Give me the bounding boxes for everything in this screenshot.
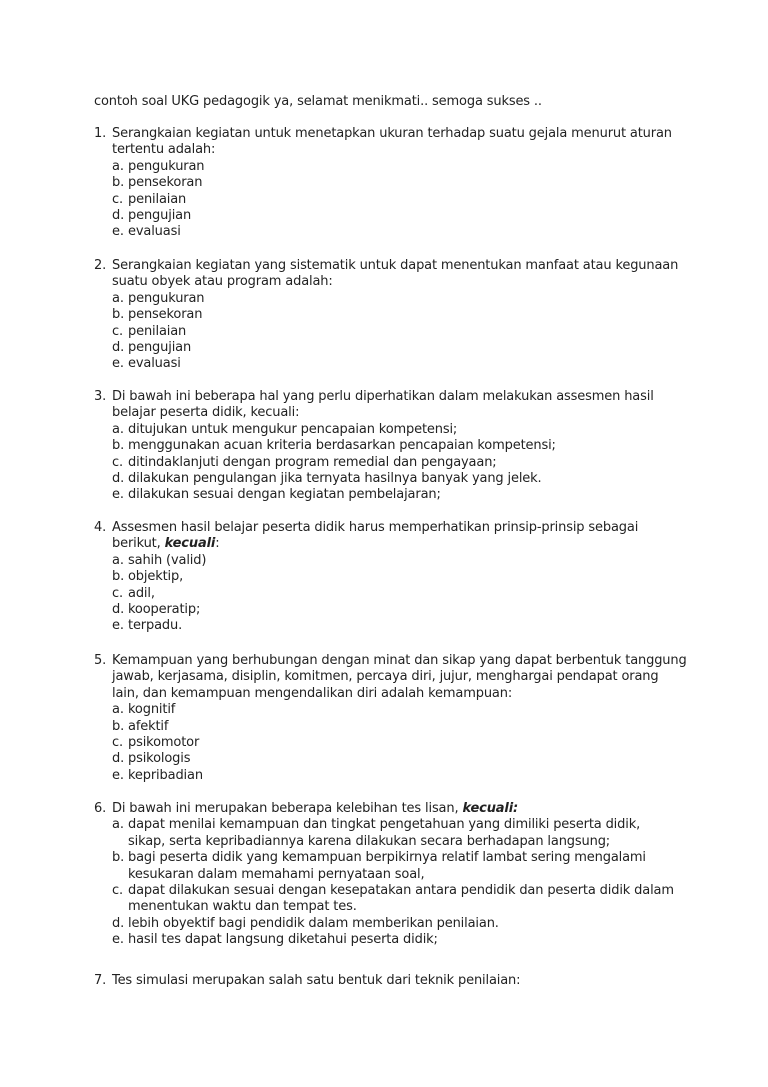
- question-1: [94, 126, 694, 241]
- option-a: a. dapat menilai kemampuan dan tingkat pengetahuan yang dimiliki peserta didik, sikap, serta kepribadiannya karena dilakukan secara berhadapan langsung;: [112, 817, 641, 849]
- option-d: d. dilakukan pengulangan jika ternyata hasilnya banyak yang jelek.: [112, 471, 542, 487]
- question-3: [94, 389, 694, 504]
- question-number: 5.: [94, 653, 107, 668]
- options-list: [94, 817, 694, 948]
- question-text: Kemampuan yang berhubungan dengan minat dan sikap yang dapat berbentuk tanggung: [112, 653, 687, 668]
- option-e: e. kepribadian: [112, 767, 203, 783]
- option-b: b. bagi peserta didik yang kemampuan berpikirnya relatif lambat sering mengalami kesukaran dalam memahami pernyataan soal,: [112, 850, 646, 882]
- options-list: [94, 291, 694, 373]
- intro-text: contoh soal UKG pedagogik ya, selamat menikmati.. semoga sukses ..: [94, 94, 542, 109]
- options-list: [94, 553, 694, 635]
- option-a: a. pengukuran: [112, 158, 205, 174]
- option-c: c. ditindaklanjuti dengan program remedial dan pengayaan;: [112, 454, 497, 470]
- option-c: c. psikomotor: [112, 735, 200, 751]
- emphasis-kecuali: kecuali: [164, 536, 216, 552]
- option-e: e. dilakukan sesuai dengan kegiatan pembelajaran;: [112, 487, 441, 503]
- question-6: [94, 801, 694, 949]
- option-c: c. penilaian: [112, 191, 187, 207]
- option-e: e. hasil tes dapat langsung diketahui peserta didik;: [112, 932, 438, 948]
- option-d: d. kooperatip;: [112, 602, 201, 618]
- option-e: e. evaluasi: [112, 356, 181, 372]
- question-4: [94, 520, 694, 635]
- question-number: 2.: [94, 258, 107, 273]
- option-c: c. penilaian: [112, 323, 187, 339]
- option-b: b. objektip,: [112, 569, 184, 585]
- option-d: d. pengujian: [112, 208, 192, 224]
- question-text-cont: berikut, kecuali:: [112, 536, 220, 552]
- option-d: d. pengujian: [112, 340, 192, 356]
- question-text-cont: belajar peserta didik, kecuali:: [112, 405, 300, 421]
- question-text-cont: jawab, kerjasama, disiplin, komitmen, percaya diri, jujur, menghargai pendapat orang: [112, 669, 659, 685]
- question-text: Di bawah ini merupakan beberapa kelebihan tes lisan,: [112, 801, 463, 816]
- option-a: a. pengukuran: [112, 290, 205, 306]
- option-b: b. pensekoran: [112, 175, 203, 191]
- question-number: 1.: [94, 126, 107, 141]
- options-list: [94, 422, 694, 504]
- option-d: d. psikologis: [112, 751, 191, 767]
- question-5: [94, 653, 694, 784]
- emphasis-kecuali: kecuali:: [462, 801, 519, 816]
- question-number: 6.: [94, 801, 107, 816]
- question-text: Serangkaian kegiatan untuk menetapkan ukuran terhadap suatu gejala menurut aturan: [112, 126, 672, 141]
- option-b: b. afektif: [112, 718, 169, 734]
- question-text: Di bawah ini beberapa hal yang perlu diperhatikan dalam melakukan assesmen hasil: [112, 389, 654, 404]
- options-list: [94, 159, 694, 241]
- option-e: e. evaluasi: [112, 224, 181, 240]
- question-text-cont: suatu obyek atau program adalah:: [112, 274, 333, 290]
- option-d: d. lebih obyektif bagi pendidik dalam memberikan penilaian.: [112, 915, 499, 931]
- question-7: [94, 973, 694, 989]
- question-text: Serangkaian kegiatan yang sistematik untuk dapat menentukan manfaat atau kegunaan: [112, 258, 679, 273]
- option-b: b. pensekoran: [112, 307, 203, 323]
- option-a: a. kognitif: [112, 702, 176, 718]
- option-c: c. dapat dilakukan sesuai dengan kesepatakan antara pendidik dan peserta didik dalam menentukan waktu dan tempat tes.: [112, 883, 674, 915]
- option-b: b. menggunakan acuan kriteria berdasarkan pencapaian kompetensi;: [112, 438, 556, 454]
- question-text-cont: tertentu adalah:: [112, 142, 216, 158]
- option-c: c. adil,: [112, 585, 155, 601]
- options-list: [94, 702, 694, 784]
- option-e: e. terpadu.: [112, 618, 183, 634]
- question-number: 4.: [94, 520, 107, 535]
- option-a: a. sahih (valid): [112, 552, 207, 568]
- question-text: Assesmen hasil belajar peserta didik harus memperhatikan prinsip-prinsip sebagai: [112, 520, 639, 535]
- option-a: a. ditujukan untuk mengukur pencapaian kompetensi;: [112, 421, 458, 437]
- question-2: [94, 258, 694, 373]
- question-text: Tes simulasi merupakan salah satu bentuk dari teknik penilaian:: [112, 973, 521, 988]
- question-number: 3.: [94, 389, 107, 404]
- question-number: 7.: [94, 973, 107, 988]
- question-text-cont: lain, dan kemampuan mengendalikan diri adalah kemampuan:: [112, 685, 513, 701]
